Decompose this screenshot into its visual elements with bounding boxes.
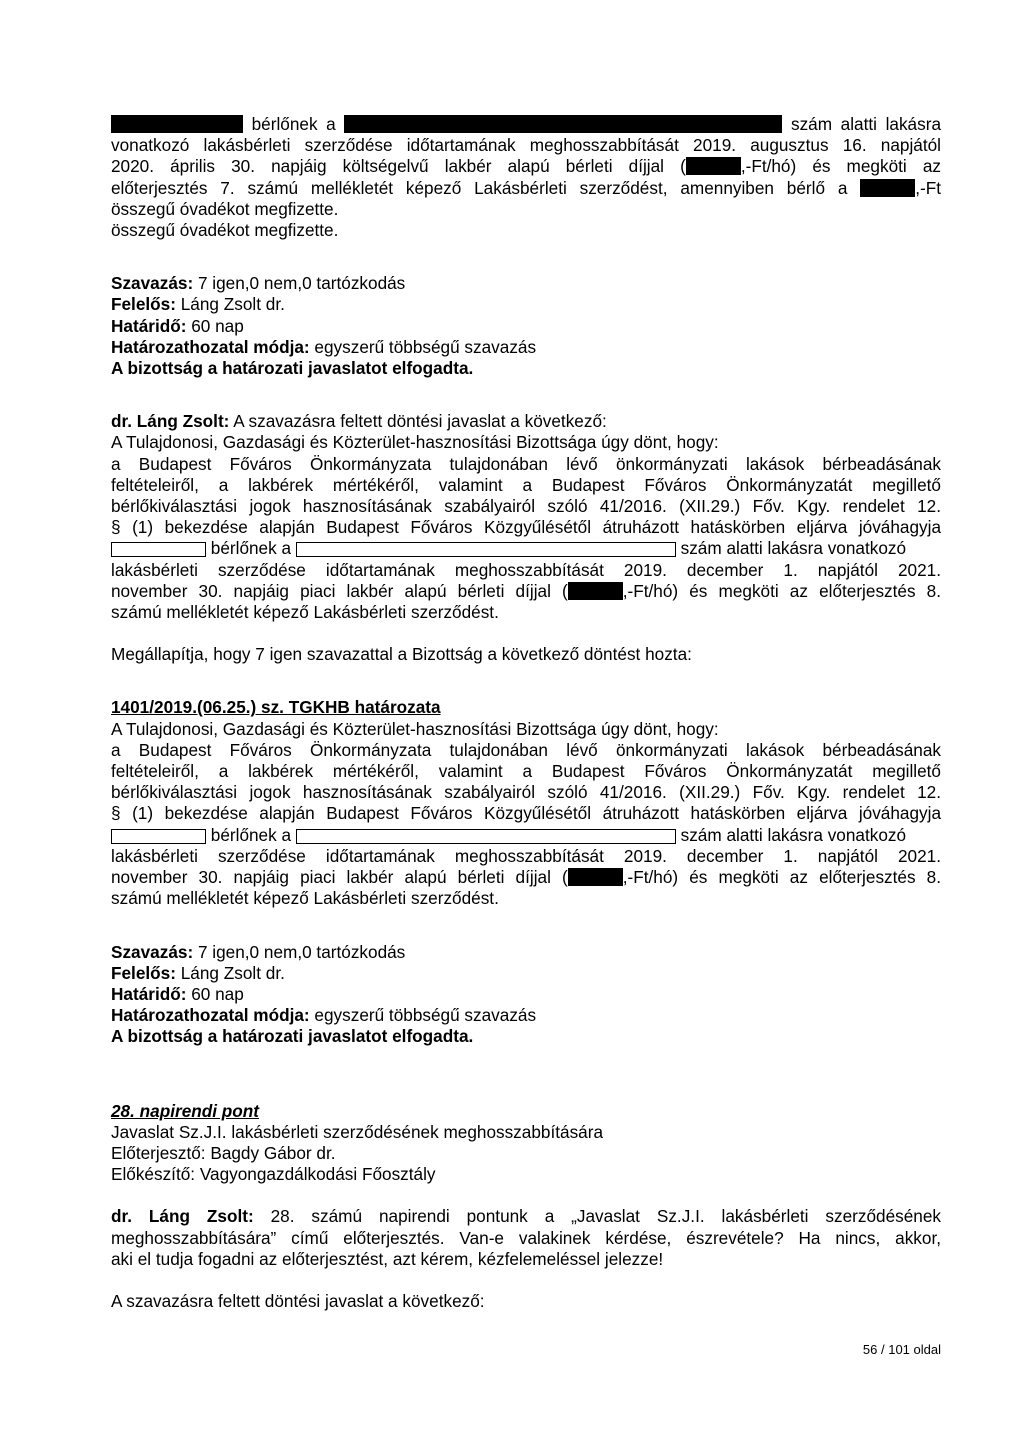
text-line: vonatkozó lakásbérleti szerződése időtartamának meghosszabbítását 2019. augusztus 16. napjától: [111, 135, 941, 156]
value: 7 igen,0 nem,0 tartózkodás: [193, 941, 406, 962]
redaction: [686, 157, 741, 175]
text-fragment: ,-Ft/hó) és megköti az előterjesztés 8.: [622, 867, 941, 888]
preparer-line: [111, 1164, 941, 1185]
text-line: [111, 411, 941, 432]
presenter-line: [111, 1143, 941, 1164]
label: Határozathozatal módja:: [111, 1005, 310, 1026]
text-line: lakásbérleti szerződése időtartamának meghosszabbítását 2019. december 1. napjától 2021.: [111, 559, 941, 580]
result-line: [111, 358, 941, 379]
text-line: meghosszabbítására” című előterjesztés. Van-e valakinek kérdése, észrevétele? Ha nincs, akkor,: [111, 1227, 941, 1248]
redaction-box: [111, 829, 206, 844]
text-line: [111, 156, 941, 177]
value: 60 nap: [186, 983, 244, 1004]
text-fragment: 28. számú napirendi pontunk a „Javaslat Sz.J.I. lakásbérleti szerződésének: [253, 1206, 942, 1227]
value: Vagyongazdálkodási Főosztály: [195, 1164, 436, 1185]
text-line: [111, 178, 941, 199]
method-line: [111, 1005, 941, 1026]
label: Felelős:: [111, 294, 176, 315]
text-line: [111, 1206, 941, 1227]
speech-1: [111, 411, 941, 665]
redaction: [568, 868, 623, 886]
label: Határozathozatal módja:: [111, 336, 310, 357]
text-fragment: bérlőnek a: [251, 114, 336, 134]
vote-block-1: [111, 273, 941, 379]
result-text: A bizottság a határozati javaslatot elfogadta.: [111, 1026, 474, 1047]
responsible-line: [111, 294, 941, 315]
page-number: 56 / 101 oldal: [862, 1342, 941, 1357]
value: Láng Zsolt dr.: [175, 294, 285, 315]
value: Láng Zsolt dr.: [175, 962, 285, 983]
redaction: [111, 115, 243, 133]
text-line: § (1) bekezdése alapján Budapest Főváros Közgyűlésétől átruházott hatáskörben eljárva jóváhagyja: [111, 517, 941, 538]
agenda-item: [111, 1101, 941, 1186]
value: egyszerű többségű szavazás: [309, 1005, 537, 1026]
text-line: összegű óvadékot megfizette.: [111, 220, 339, 241]
text-line: [111, 867, 941, 888]
text-fragment: ,-Ft/hó) és megköti az előterjesztés 8.: [622, 580, 941, 601]
text-line: bérlőkiválasztási jogok hasznosításának szabályairól szóló 41/2016. (XII.29.) Főv. Kgy. rendelet 12.: [111, 496, 941, 517]
text-line: A Tulajdonosi, Gazdasági és Közterület-hasznosítási Bizottsága úgy dönt, hogy:: [111, 432, 719, 453]
vote-line: [111, 942, 941, 963]
method-line: [111, 337, 941, 358]
label: Határidő:: [111, 983, 187, 1004]
text-fragment: előterjesztés 7. számú mellékletét képező Lakásbérleti szerződést, amennyiben bérlő a: [111, 177, 848, 198]
label: Felelős:: [111, 962, 176, 983]
vote-line: [111, 273, 941, 294]
label: Szavazás:: [111, 941, 194, 962]
paragraph-1: [111, 114, 941, 241]
label: Előterjesztő:: [111, 1142, 206, 1163]
text-line: feltételeiről, a lakbérek mértékéről, valamint a Budapest Főváros Önkormányzatát megillető: [111, 761, 941, 782]
value: 60 nap: [186, 315, 244, 336]
text-line: a Budapest Főváros Önkormányzata tulajdonában lévő önkormányzati lakások bérbeadásának: [111, 453, 941, 474]
text-line: [111, 538, 941, 559]
text-line: számú mellékletét képező Lakásbérleti szerződést.: [111, 602, 499, 623]
text-line: aki el tudja fogadni az előterjesztést, azt kérem, kézfelemeléssel jelezze!: [111, 1248, 664, 1269]
agenda-title: [111, 1101, 941, 1122]
result-text: A bizottság a határozati javaslatot elfogadta.: [111, 358, 474, 379]
value: 7 igen,0 nem,0 tartózkodás: [193, 273, 406, 294]
text-fragment: A szavazásra feltett döntési javaslat a következő:: [229, 411, 607, 432]
value: egyszerű többségű szavazás: [309, 336, 537, 357]
redaction-box: [111, 542, 206, 557]
deadline-line: [111, 316, 941, 337]
text-fragment: november 30. napjáig piaci lakbér alapú bérleti díjjal (: [111, 580, 568, 601]
speaker-name: dr. Láng Zsolt:: [111, 1206, 254, 1227]
deadline-line: [111, 984, 941, 1005]
label: Előkészítő:: [111, 1164, 196, 1185]
text-fragment: november 30. napjáig piaci lakbér alapú bérleti díjjal (: [111, 867, 568, 888]
redaction: [568, 582, 623, 600]
text-line: [111, 825, 941, 846]
text-line: [111, 114, 941, 135]
text-line: számú mellékletét képező Lakásbérleti szerződést.: [111, 888, 499, 909]
document-page: [111, 114, 941, 1312]
agenda-title-text: 28. napirendi pont: [111, 1100, 260, 1121]
redaction-box: [296, 542, 676, 557]
text-line: bérlőkiválasztási jogok hasznosításának szabályairól szóló 41/2016. (XII.29.) Főv. Kgy. rendelet 12.: [111, 782, 941, 803]
resolution-title: [111, 697, 941, 718]
speech-2: [111, 1206, 941, 1312]
resolution: [111, 697, 941, 909]
text-line: a Budapest Főváros Önkormányzata tulajdonában lévő önkormányzati lakások bérbeadásának: [111, 739, 941, 760]
label: Határidő:: [111, 315, 187, 336]
vote-block-2: [111, 942, 941, 1048]
text-fragment: szám alatti lakásra vonatkozó: [680, 824, 907, 845]
text-fragment: ,-Ft: [915, 177, 941, 198]
text-fragment: bérlőnek a: [210, 824, 292, 845]
text-line: A szavazásra feltett döntési javaslat a következő:: [111, 1290, 485, 1311]
text-fragment: szám alatti lakásra: [790, 114, 941, 134]
value: Bagdy Gábor dr.: [205, 1142, 336, 1163]
redaction: [344, 115, 782, 133]
text-line: feltételeiről, a lakbérek mértékéről, valamint a Budapest Főváros Önkormányzatát megillető: [111, 474, 941, 495]
resolution-title-text: 1401/2019.(06.25.) sz. TGKHB határozata: [111, 697, 441, 718]
redaction: [860, 179, 915, 197]
redaction-box: [296, 829, 676, 844]
text-fragment: 2020. április 30. napjáig költségelvű lakbér alapú bérleti díjjal (: [111, 156, 686, 177]
text-line: A Tulajdonosi, Gazdasági és Közterület-hasznosítási Bizottsága úgy dönt, hogy:: [111, 718, 719, 739]
speaker-name: dr. Láng Zsolt:: [111, 411, 230, 432]
text-fragment: szám alatti lakásra vonatkozó: [680, 538, 907, 559]
text-line: § (1) bekezdése alapján Budapest Főváros Közgyűlésétől átruházott hatáskörben eljárva jóváhagyja: [111, 803, 941, 824]
text-line: [111, 581, 941, 602]
label: Szavazás:: [111, 273, 194, 294]
text-line: lakásbérleti szerződése időtartamának meghosszabbítását 2019. december 1. napjától 2021.: [111, 845, 941, 866]
result-line: [111, 1026, 941, 1047]
text-fragment: bérlőnek a: [210, 538, 292, 559]
responsible-line: [111, 963, 941, 984]
text-line: összegű óvadékot megfizette.: [111, 198, 339, 219]
text-fragment: ,-Ft/hó) és megköti az: [740, 156, 941, 177]
agenda-subject: Javaslat Sz.J.I. lakásbérleti szerződésének meghosszabbítására: [111, 1121, 604, 1142]
conclusion-line: Megállapítja, hogy 7 igen szavazattal a Bizottság a következő döntést hozta:: [111, 644, 692, 665]
